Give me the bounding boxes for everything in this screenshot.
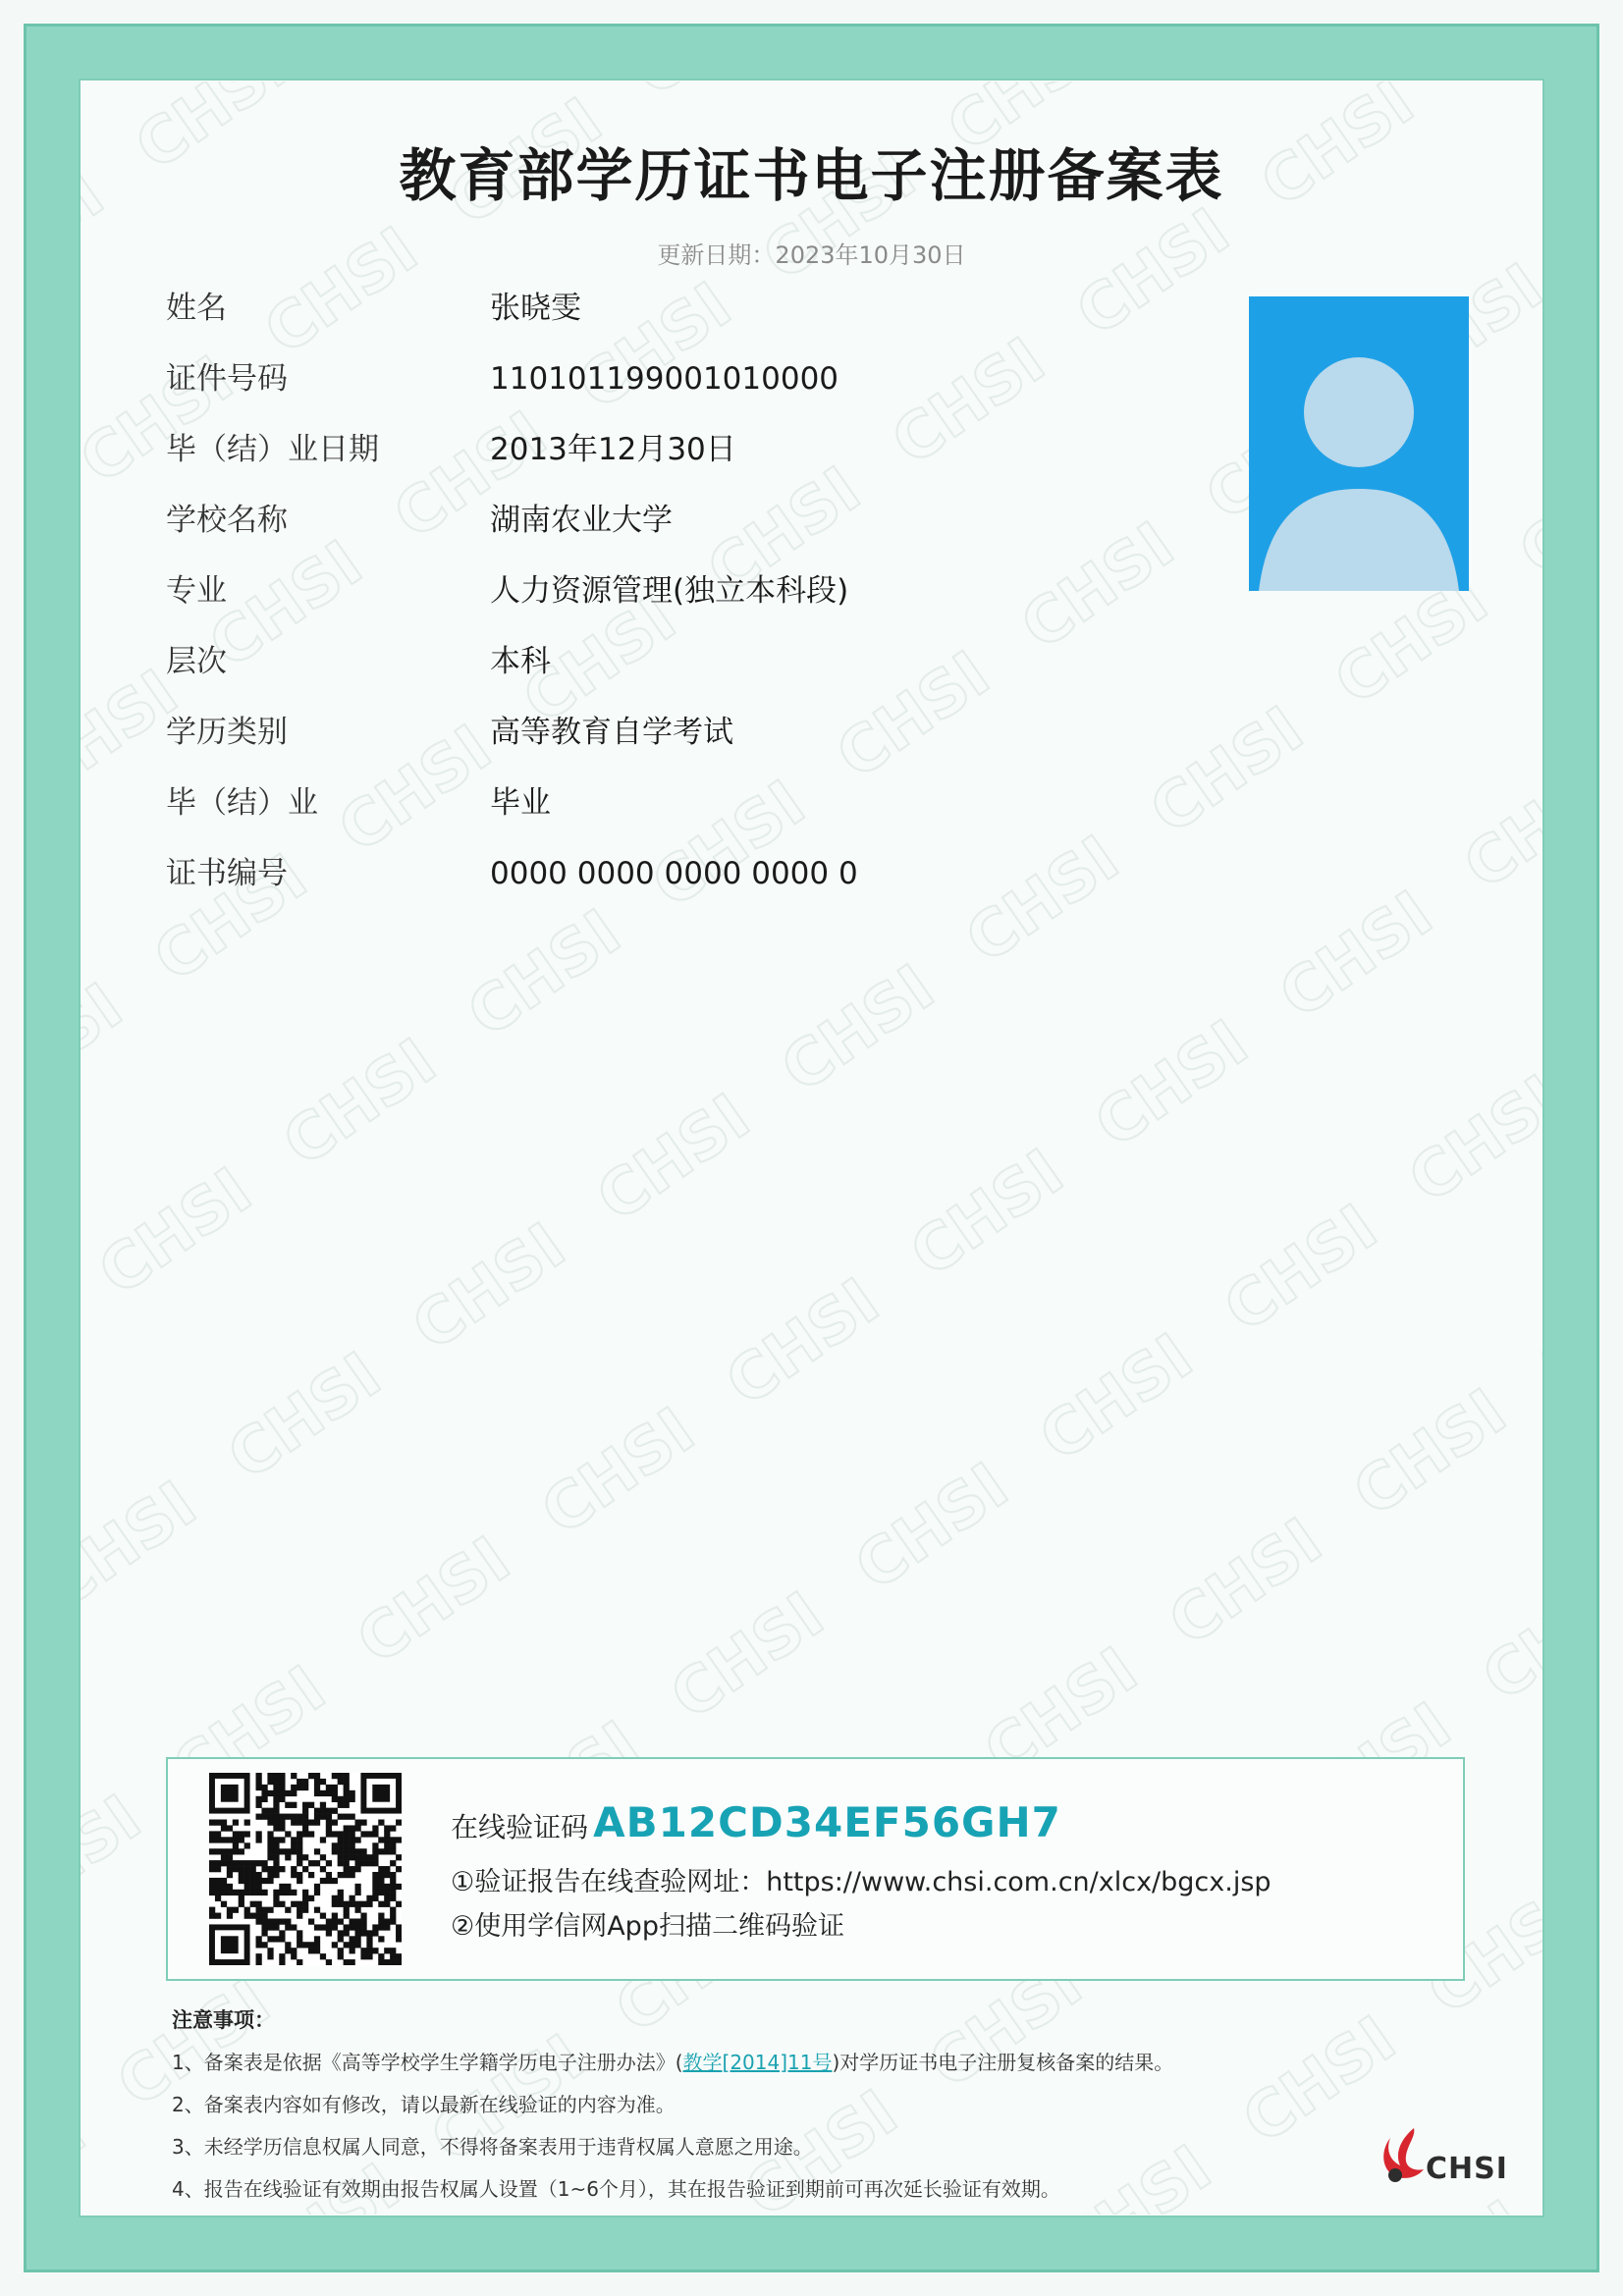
update-date: 更新日期：2023年10月30日 [657,241,966,269]
verify-step-url: ①验证报告在线查验网址：https://www.chsi.com.cn/xlcx/bgcx.jsp [451,1867,1271,1897]
field-label: 证件号码 [166,361,288,397]
note-text: 1、备案表是依据《高等学校学生学籍学历电子注册办法》( [172,2051,683,2074]
field-value: 本科 [490,644,551,679]
field-label: 学校名称 [166,503,288,538]
certificate-sheet [79,79,1544,2217]
field-value: 湖南农业大学 [490,503,673,538]
field-value: 110101199001010000 [490,361,839,397]
field-value: 毕业 [490,785,551,821]
note-item-1 [172,2047,1173,2075]
regulation-link[interactable]: 教学[2014]11号 [682,2051,833,2074]
portrait-photo [1249,296,1469,591]
verify-code-label: 在线验证码 [451,1811,589,1843]
qr-code[interactable] [209,1773,402,1965]
notes-title: 注意事项： [172,2008,275,2032]
verify-step-app: ②使用学信网App扫描二维码验证 [451,1911,844,1942]
field-label: 专业 [166,573,227,609]
field-label: 层次 [166,644,227,679]
field-label: 毕（结）业 [166,785,318,821]
chsi-logo [1377,2122,1514,2191]
verify-code-line [451,1798,1061,1846]
note-item-2: 2、备案表内容如有修改，请以最新在线验证的内容为准。 [172,2093,676,2116]
field-value: 人力资源管理(独立本科段) [490,573,849,609]
note-text: )对学历证书电子注册复核备案的结果。 [832,2051,1174,2074]
field-value: 0000 0000 0000 0000 0 [490,856,858,891]
field-value: 高等教育自学考试 [490,715,733,750]
note-item-3: 3、未经学历信息权属人同意，不得将备案表用于违背权属人意愿之用途。 [172,2135,813,2159]
document-title: 教育部学历证书电子注册备案表 [399,142,1224,209]
field-label: 学历类别 [166,715,288,750]
field-label: 毕（结）业日期 [166,432,379,467]
logo-text: CHSI [1426,2152,1508,2186]
field-label: 姓名 [166,291,227,326]
online-verification-panel [166,1757,1465,1981]
field-label: 证书编号 [166,856,288,891]
note-item-4: 4、报告在线验证有效期由报告权属人设置（1~6个月），其在报告验证到期前可再次延长验证有效期。 [172,2177,1060,2201]
field-value: 张晓雯 [490,291,581,326]
verify-code: AB12CD34EF56GH7 [593,1798,1061,1846]
field-value: 2013年12月30日 [490,432,736,467]
